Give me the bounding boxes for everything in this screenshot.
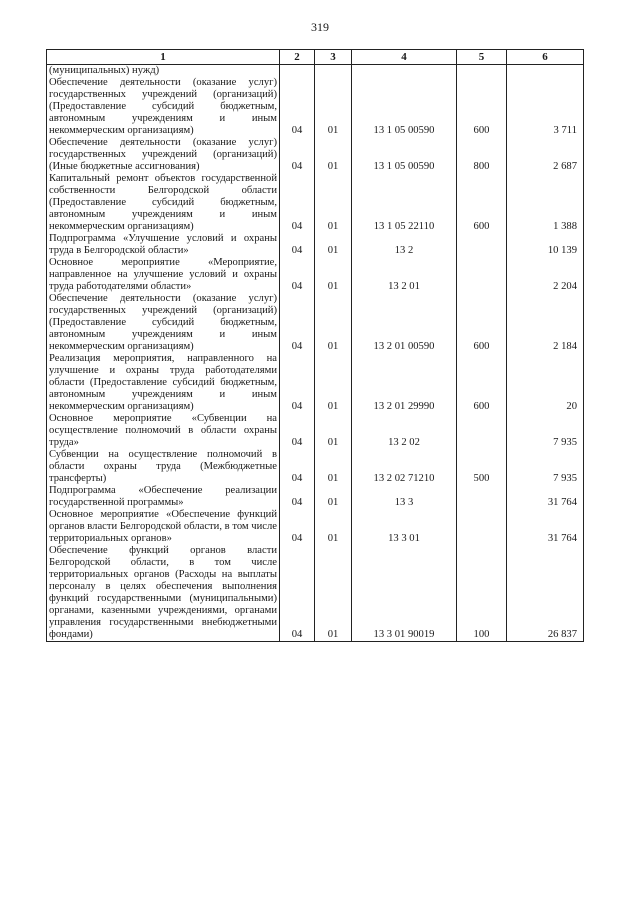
row-subsection: 01: [315, 485, 352, 509]
row-name: Обеспечение деятельности (оказание услуг) государственных учреждений (организаций) (Предоставление субсидий бюджетным, автономным учреждениям и иным некоммерческим организациям): [47, 293, 280, 353]
page-number: 319: [311, 20, 329, 34]
table-row: [47, 137, 584, 173]
row-section: 04: [280, 545, 315, 642]
row-amount: [507, 65, 584, 78]
budget-table: [46, 49, 584, 642]
row-expense-type: 500: [457, 449, 507, 485]
table-row: [47, 449, 584, 485]
row-amount: 31 764: [507, 485, 584, 509]
table-body: [47, 65, 584, 642]
table-row: [47, 65, 584, 78]
row-amount: 20: [507, 353, 584, 413]
header-col-4: 4: [352, 50, 457, 65]
row-target-article: 13 1 05 00590: [352, 137, 457, 173]
row-expense-type: [457, 257, 507, 293]
row-section: 04: [280, 293, 315, 353]
table-row: [47, 233, 584, 257]
row-subsection: 01: [315, 449, 352, 485]
row-expense-type: [457, 413, 507, 449]
row-subsection: 01: [315, 413, 352, 449]
row-expense-type: [457, 233, 507, 257]
row-expense-type: [457, 485, 507, 509]
row-expense-type: 100: [457, 545, 507, 642]
row-amount: 2 204: [507, 257, 584, 293]
row-name: Подпрограмма «Улучшение условий и охраны труда в Белгородской области»: [47, 233, 280, 257]
row-section: 04: [280, 353, 315, 413]
row-name: Субвенции на осуществление полномочий в области охраны труда (Межбюджетные трансферты): [47, 449, 280, 485]
row-expense-type: 800: [457, 137, 507, 173]
row-amount: 1 388: [507, 173, 584, 233]
table-header-row: [47, 50, 584, 65]
header-col-3: 3: [315, 50, 352, 65]
row-target-article: [352, 65, 457, 78]
row-name: Основное мероприятие «Обеспечение функций органов власти Белгородской области, в том числе территориальных органов»: [47, 509, 280, 545]
table-row: [47, 509, 584, 545]
row-name: Обеспечение деятельности (оказание услуг) государственных учреждений (организаций) (Иные бюджетные ассигнования): [47, 137, 280, 173]
row-expense-type: [457, 65, 507, 78]
row-section: 04: [280, 257, 315, 293]
header-col-5: 5: [457, 50, 507, 65]
table-row: [47, 173, 584, 233]
row-name: Основное мероприятие «Мероприятие, направленное на улучшение условий и охраны труда работодателями области»: [47, 257, 280, 293]
row-amount: 3 711: [507, 77, 584, 137]
row-section: 04: [280, 413, 315, 449]
row-amount: 10 139: [507, 233, 584, 257]
table-row: [47, 485, 584, 509]
row-section: 04: [280, 449, 315, 485]
table-row: [47, 413, 584, 449]
row-amount: 7 935: [507, 413, 584, 449]
table-row: [47, 77, 584, 137]
row-amount: 26 837: [507, 545, 584, 642]
header-col-1: 1: [47, 50, 280, 65]
row-name: Реализация мероприятия, направленного на улучшение и охраны труда работодателями области (Предоставление субсидий бюджетным, автономным учреждениям и иным некоммерческим организациям): [47, 353, 280, 413]
row-name: Основное мероприятие «Субвенции на осуществление полномочий в области охраны труда»: [47, 413, 280, 449]
row-expense-type: 600: [457, 293, 507, 353]
row-amount: 7 935: [507, 449, 584, 485]
row-target-article: 13 2 01 29990: [352, 353, 457, 413]
row-target-article: 13 3 01 90019: [352, 545, 457, 642]
row-section: 04: [280, 137, 315, 173]
row-target-article: 13 3 01: [352, 509, 457, 545]
row-amount: 2 184: [507, 293, 584, 353]
row-target-article: 13 2: [352, 233, 457, 257]
row-subsection: 01: [315, 545, 352, 642]
row-target-article: 13 2 01: [352, 257, 457, 293]
row-expense-type: 600: [457, 173, 507, 233]
row-name: Обеспечение функций органов власти Белгородской области, в том числе территориальных органов (Расходы на выплаты персоналу в целях обеспечения выполнения функций государственными (муниципальными) органами, казенными учреждениями, органами управления государственными внебюджетными фондами): [47, 545, 280, 642]
row-expense-type: 600: [457, 77, 507, 137]
row-section: 04: [280, 509, 315, 545]
row-subsection: 01: [315, 173, 352, 233]
header-col-2: 2: [280, 50, 315, 65]
row-subsection: 01: [315, 293, 352, 353]
row-expense-type: 600: [457, 353, 507, 413]
row-amount: 31 764: [507, 509, 584, 545]
row-section: 04: [280, 173, 315, 233]
row-target-article: 13 1 05 22110: [352, 173, 457, 233]
row-subsection: 01: [315, 77, 352, 137]
table-row: [47, 293, 584, 353]
row-target-article: 13 2 02 71210: [352, 449, 457, 485]
row-name: (муниципальных) нужд): [47, 65, 280, 78]
row-expense-type: [457, 509, 507, 545]
row-section: 04: [280, 485, 315, 509]
table-row: [47, 545, 584, 642]
row-subsection: [315, 65, 352, 78]
row-name: Капитальный ремонт объектов государственной собственности Белгородской области (Предоставление субсидий бюджетным, автономным учреждениям и иным некоммерческим организациям): [47, 173, 280, 233]
row-subsection: 01: [315, 257, 352, 293]
row-subsection: 01: [315, 137, 352, 173]
row-subsection: 01: [315, 509, 352, 545]
row-section: 04: [280, 77, 315, 137]
header-col-6: 6: [507, 50, 584, 65]
row-target-article: 13 2 02: [352, 413, 457, 449]
row-section: 04: [280, 233, 315, 257]
row-name: Подпрограмма «Обеспечение реализации государственной программы»: [47, 485, 280, 509]
row-target-article: 13 2 01 00590: [352, 293, 457, 353]
row-subsection: 01: [315, 353, 352, 413]
row-section: [280, 65, 315, 78]
table-row: [47, 257, 584, 293]
row-target-article: 13 1 05 00590: [352, 77, 457, 137]
row-subsection: 01: [315, 233, 352, 257]
table-row: [47, 353, 584, 413]
row-amount: 2 687: [507, 137, 584, 173]
row-target-article: 13 3: [352, 485, 457, 509]
row-name: Обеспечение деятельности (оказание услуг) государственных учреждений (организаций) (Предоставление субсидий бюджетным, автономным учреждениям и иным некоммерческим организациям): [47, 77, 280, 137]
